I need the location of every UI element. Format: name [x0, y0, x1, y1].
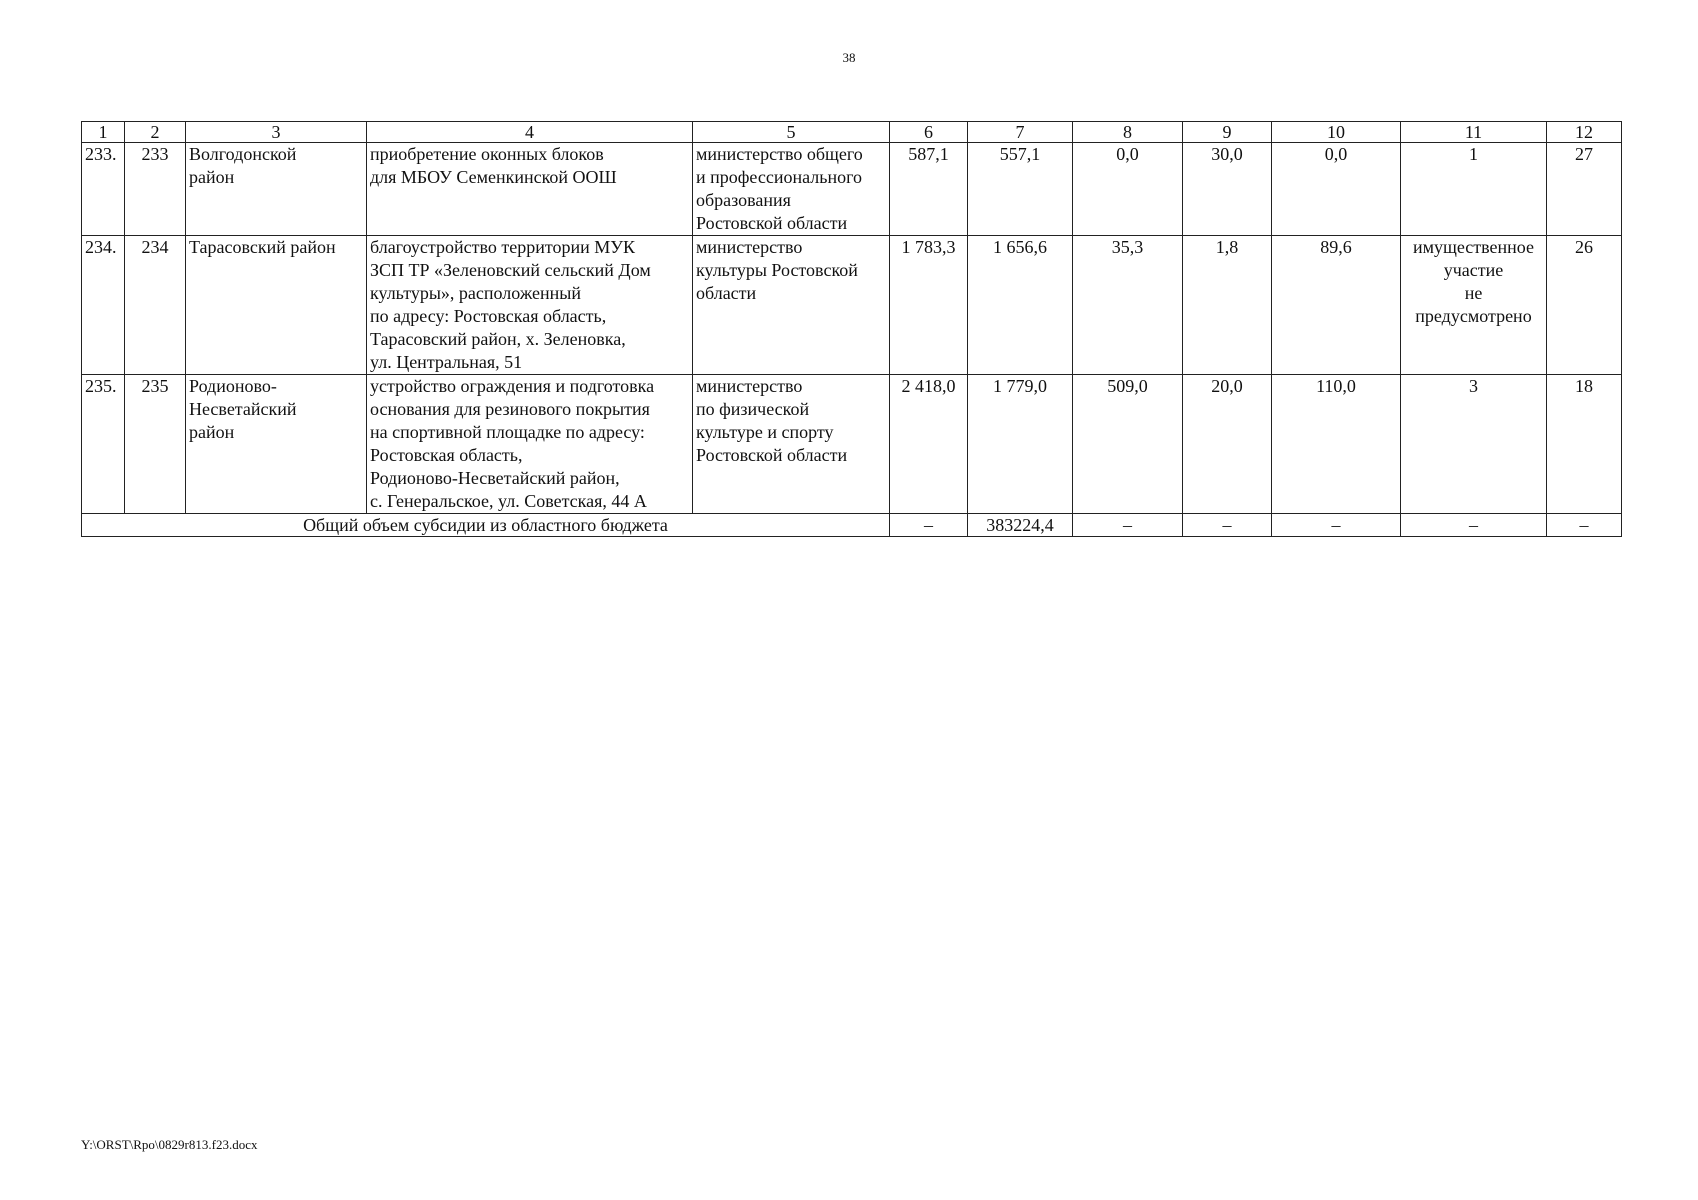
total-regional-budget: 383224,4 — [968, 514, 1073, 537]
regional-budget: 1 779,0 — [968, 375, 1073, 514]
object-description: благоустройство территории МУК ЗСП ТР «Зеленовский сельский Дом культуры», расположенный по адресу: Ростовская область, Тарасовский район, х. Зеленовка, ул. Центральная, 51 — [367, 236, 693, 375]
total-local-budget: – — [1073, 514, 1183, 537]
object-number: 233 — [125, 143, 186, 236]
extra-funds: 89,6 — [1272, 236, 1401, 375]
district: Волгодонской район — [186, 143, 367, 236]
extra-funds: 0,0 — [1272, 143, 1401, 236]
object-number: 234 — [125, 236, 186, 375]
district: Тарасовский район — [186, 236, 367, 375]
score: 27 — [1547, 143, 1622, 236]
table-row — [82, 375, 1622, 514]
table-row — [82, 236, 1622, 375]
column-number: 2 — [125, 122, 186, 143]
score: 26 — [1547, 236, 1622, 375]
total-score: – — [1547, 514, 1622, 537]
column-number: 5 — [693, 122, 890, 143]
total-label: Общий объем субсидии из областного бюджета — [82, 514, 890, 537]
other-funds: 1,8 — [1183, 236, 1272, 375]
total-cost: – — [890, 514, 968, 537]
total-participation: – — [1401, 514, 1547, 537]
column-number: 10 — [1272, 122, 1401, 143]
regional-budget: 557,1 — [968, 143, 1073, 236]
total-extra-funds: – — [1272, 514, 1401, 537]
regional-budget: 1 656,6 — [968, 236, 1073, 375]
table-row — [82, 143, 1622, 236]
page-number: 38 — [842, 50, 856, 65]
subsidy-table — [81, 121, 1622, 537]
participation: 1 — [1401, 143, 1547, 236]
column-number: 1 — [82, 122, 125, 143]
total-row — [82, 514, 1622, 537]
other-funds: 30,0 — [1183, 143, 1272, 236]
column-number: 4 — [367, 122, 693, 143]
object-description: устройство ограждения и подготовка основания для резинового покрытия на спортивной площадке по адресу: Ростовская область, Родионово-Несветайский район, с. Генеральское, ул. Советская, 44 А — [367, 375, 693, 514]
row-number: 233. — [82, 143, 125, 236]
column-number: 7 — [968, 122, 1073, 143]
other-funds: 20,0 — [1183, 375, 1272, 514]
object-description: приобретение оконных блоков для МБОУ Семенкинской ООШ — [367, 143, 693, 236]
object-number: 235 — [125, 375, 186, 514]
footer-file-path: Y:\ORST\Rpo\0829r813.f23.docx — [81, 1137, 258, 1152]
score: 18 — [1547, 375, 1622, 514]
column-number-row — [82, 122, 1622, 143]
column-number: 9 — [1183, 122, 1272, 143]
column-number: 3 — [186, 122, 367, 143]
column-number: 12 — [1547, 122, 1622, 143]
participation: имущественное участие не предусмотрено — [1401, 236, 1547, 375]
total-cost: 587,1 — [890, 143, 968, 236]
extra-funds: 110,0 — [1272, 375, 1401, 514]
local-budget: 0,0 — [1073, 143, 1183, 236]
row-number: 234. — [82, 236, 125, 375]
column-number: 11 — [1401, 122, 1547, 143]
total-other-funds: – — [1183, 514, 1272, 537]
total-cost: 1 783,3 — [890, 236, 968, 375]
row-number: 235. — [82, 375, 125, 514]
ministry: министерство по физической культуре и спорту Ростовской области — [693, 375, 890, 514]
local-budget: 35,3 — [1073, 236, 1183, 375]
column-number: 8 — [1073, 122, 1183, 143]
total-cost: 2 418,0 — [890, 375, 968, 514]
district: Родионово- Несветайский район — [186, 375, 367, 514]
column-number: 6 — [890, 122, 968, 143]
participation: 3 — [1401, 375, 1547, 514]
ministry: министерство культуры Ростовской области — [693, 236, 890, 375]
ministry: министерство общего и профессионального образования Ростовской области — [693, 143, 890, 236]
local-budget: 509,0 — [1073, 375, 1183, 514]
